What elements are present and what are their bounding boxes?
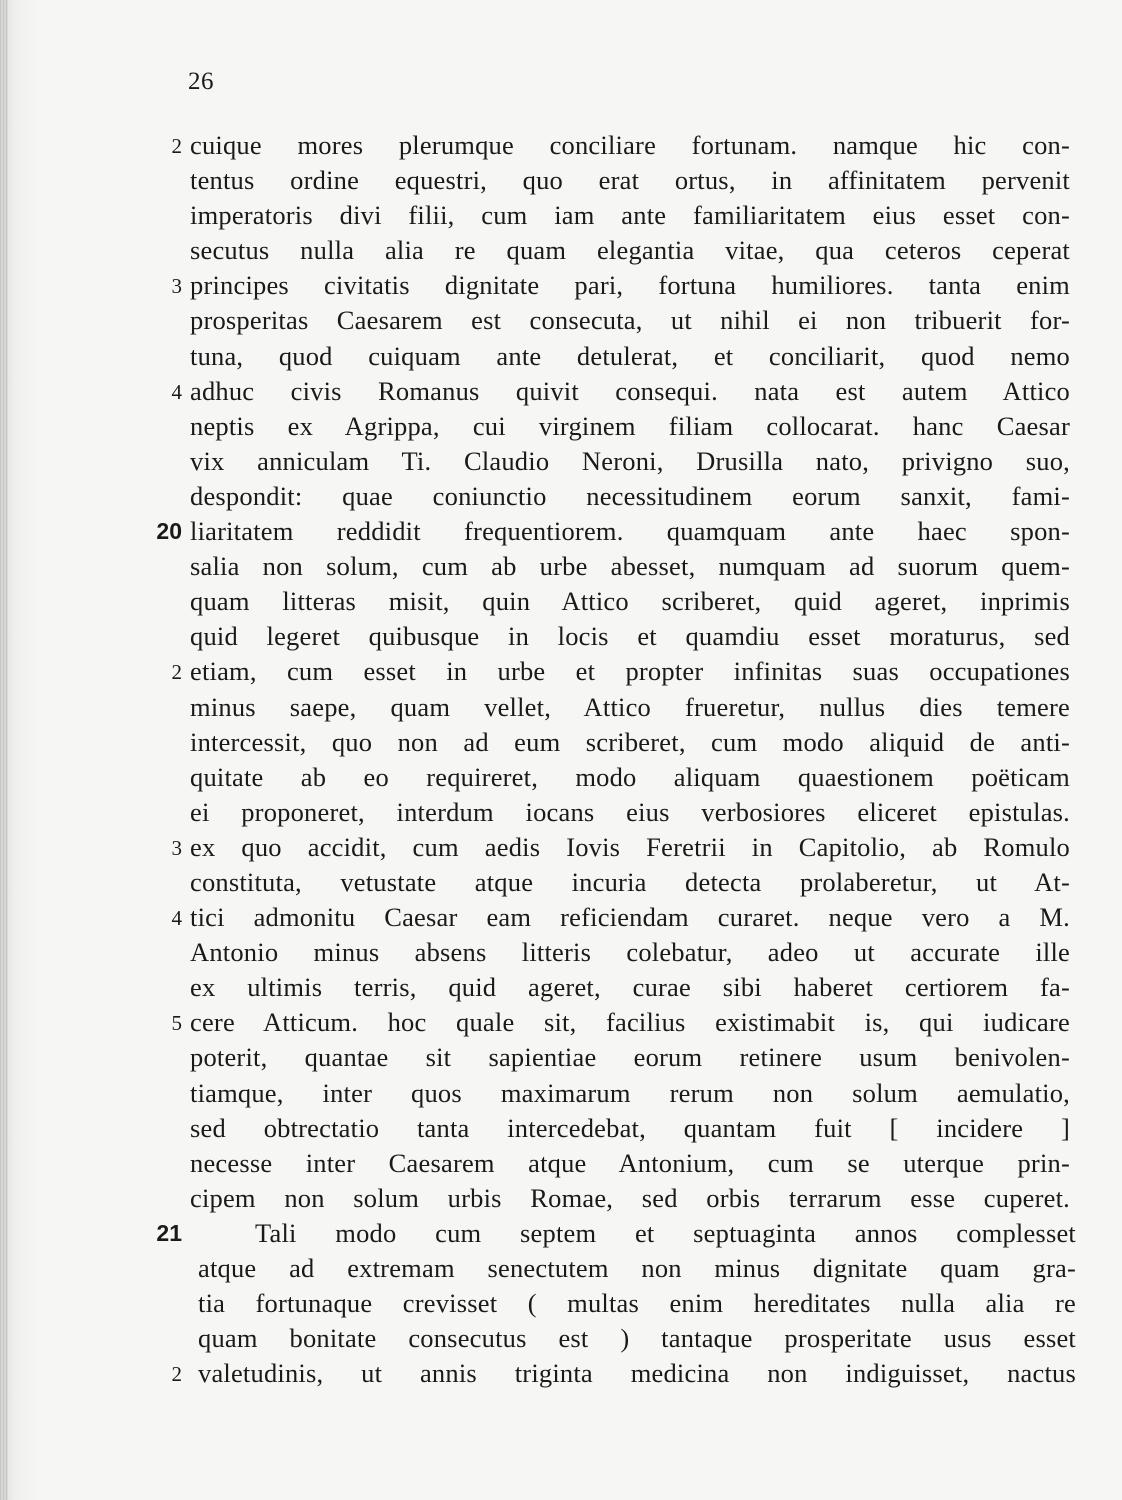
line-text: Tali modo cum septem et septuaginta annos complesset: [255, 1217, 1076, 1248]
text-line: [0, 128, 1122, 163]
line-text: quid legeret quibusque in locis et quamdiu esset moraturus, sed: [190, 621, 1070, 652]
text-line: [0, 268, 1122, 303]
line-text: valetudinis, ut annis triginta medicina non indiguisset, nactus: [198, 1358, 1076, 1389]
text-line: [0, 514, 1122, 549]
chapter-number: 20: [156, 518, 182, 545]
line-text: cuique mores plerumque conciliare fortunam. namque hic con-: [190, 130, 1070, 160]
text-line: [0, 1216, 1122, 1251]
text-line: [0, 1286, 1122, 1321]
line-text: ex ultimis terris, quid ageret, curae sibi haberet certiorem fa-: [190, 972, 1070, 1003]
line-text: despondit: quae coniunctio necessitudinem eorum sanxit, fami-: [190, 480, 1070, 511]
line-text: ei proponeret, interdum iocans eius verbosiores eliceret epistulas.: [190, 796, 1070, 827]
text-line: [0, 970, 1122, 1005]
line-text: cere Atticum. hoc quale sit, facilius existimabit is, qui iudicare: [190, 1007, 1070, 1038]
text-line: [0, 760, 1122, 795]
text-line: [0, 1181, 1122, 1216]
line-text: tia fortunaque crevisset ( multas enim hereditates nulla alia re: [198, 1288, 1076, 1319]
line-text: vix anniculam Ti. Claudio Neroni, Drusilla nato, privigno suo,: [190, 445, 1070, 476]
text-line: [0, 303, 1122, 338]
text-line: [0, 409, 1122, 444]
text-line: [0, 1321, 1122, 1356]
line-text: quitate ab eo requireret, modo aliquam quaestionem poëticam: [190, 761, 1070, 792]
line-text: intercessit, quo non ad eum scriberet, cum modo aliquid de anti-: [190, 726, 1070, 757]
line-text: etiam, cum esset in urbe et propter infinitas suas occupationes: [190, 656, 1070, 687]
chapter-number: 21: [156, 1219, 182, 1246]
line-text: tuna, quod cuiquam ante detulerat, et conciliarit, quod nemo: [190, 340, 1070, 371]
line-text: cipem non solum urbis Romae, sed orbis terrarum esse cuperet.: [190, 1182, 1070, 1213]
text-line: [0, 654, 1122, 689]
line-text: constituta, vetustate atque incuria detecta prolaberetur, ut At-: [190, 866, 1070, 897]
line-text: imperatoris divi filii, cum iam ante familiaritatem eius esset con-: [190, 200, 1070, 231]
text-line: [0, 830, 1122, 865]
text-line: [0, 619, 1122, 654]
line-text: liaritatem reddidit frequentiorem. quamquam ante haec spon-: [190, 516, 1070, 547]
line-text: necesse inter Caesarem atque Antonium, cum se uterque prin-: [190, 1147, 1070, 1178]
text-line: [0, 1251, 1122, 1286]
line-text: prosperitas Caesarem est consecuta, ut nihil ei non tribuerit for-: [190, 305, 1070, 336]
line-text: quam litteras misit, quin Attico scriberet, quid ageret, inprimis: [190, 586, 1070, 617]
line-text: tici admonitu Caesar eam reficiendam curaret. neque vero a M.: [190, 902, 1070, 933]
text-line: [0, 1356, 1122, 1391]
text-line: [0, 584, 1122, 619]
text-line: [0, 479, 1122, 514]
section-number: 5: [171, 1011, 182, 1036]
section-number: 4: [171, 379, 182, 404]
section-number: 4: [171, 906, 182, 931]
line-text: atque ad extremam senectutem non minus dignitate quam gra-: [198, 1253, 1076, 1283]
line-text: tentus ordine equestri, quo erat ortus, in affinitatem pervenit: [190, 165, 1070, 196]
text-line: [0, 725, 1122, 760]
line-text: tiamque, inter quos maximarum rerum non solum aemulatio,: [190, 1077, 1070, 1108]
section-number: 2: [171, 1362, 182, 1387]
line-text: neptis ex Agrippa, cui virginem filiam collocarat. hanc Caesar: [190, 410, 1070, 441]
line-text: ex quo accidit, cum aedis Iovis Feretrii in Capitolio, ab Romulo: [190, 831, 1070, 862]
text-line: [0, 690, 1122, 725]
text-line: [0, 865, 1122, 900]
page-number: 26: [188, 68, 214, 95]
text-line: [0, 1040, 1122, 1075]
line-text: poterit, quantae sit sapientiae eorum retinere usum benivolen-: [190, 1042, 1070, 1073]
line-text: principes civitatis dignitate pari, fortuna humiliores. tanta enim: [190, 270, 1070, 301]
section-number: 2: [171, 660, 182, 685]
text-line: [0, 1005, 1122, 1040]
line-text: salia non solum, cum ab urbe abesset, numquam ad suorum quem-: [190, 551, 1070, 582]
text-block: [0, 128, 1122, 1391]
line-text: sed obtrectatio tanta intercedebat, quantam fuit [ incidere ]: [190, 1112, 1070, 1143]
text-line: [0, 339, 1122, 374]
line-text: secutus nulla alia re quam elegantia vitae, qua ceteros ceperat: [190, 235, 1070, 266]
text-line: [0, 1076, 1122, 1111]
text-line: [0, 163, 1122, 198]
line-text: Antonio minus absens litteris colebatur, adeo ut accurate ille: [190, 937, 1070, 968]
line-text: minus saepe, quam vellet, Attico frueretur, nullus dies temere: [190, 691, 1070, 722]
section-number: 2: [171, 134, 182, 158]
text-line: [0, 935, 1122, 970]
text-line: [0, 374, 1122, 409]
text-line: [0, 549, 1122, 584]
text-line: [0, 444, 1122, 479]
text-line: [0, 198, 1122, 233]
text-line: [0, 1146, 1122, 1181]
section-number: 3: [171, 274, 182, 299]
line-text: adhuc civis Romanus quivit consequi. nata est autem Attico: [190, 375, 1070, 406]
line-text: quam bonitate consecutus est ) tantaque prosperitate usus esset: [198, 1323, 1076, 1354]
text-line: [0, 233, 1122, 268]
text-line: [0, 1111, 1122, 1146]
text-line: [0, 795, 1122, 830]
text-line: [0, 900, 1122, 935]
section-number: 3: [171, 835, 182, 860]
